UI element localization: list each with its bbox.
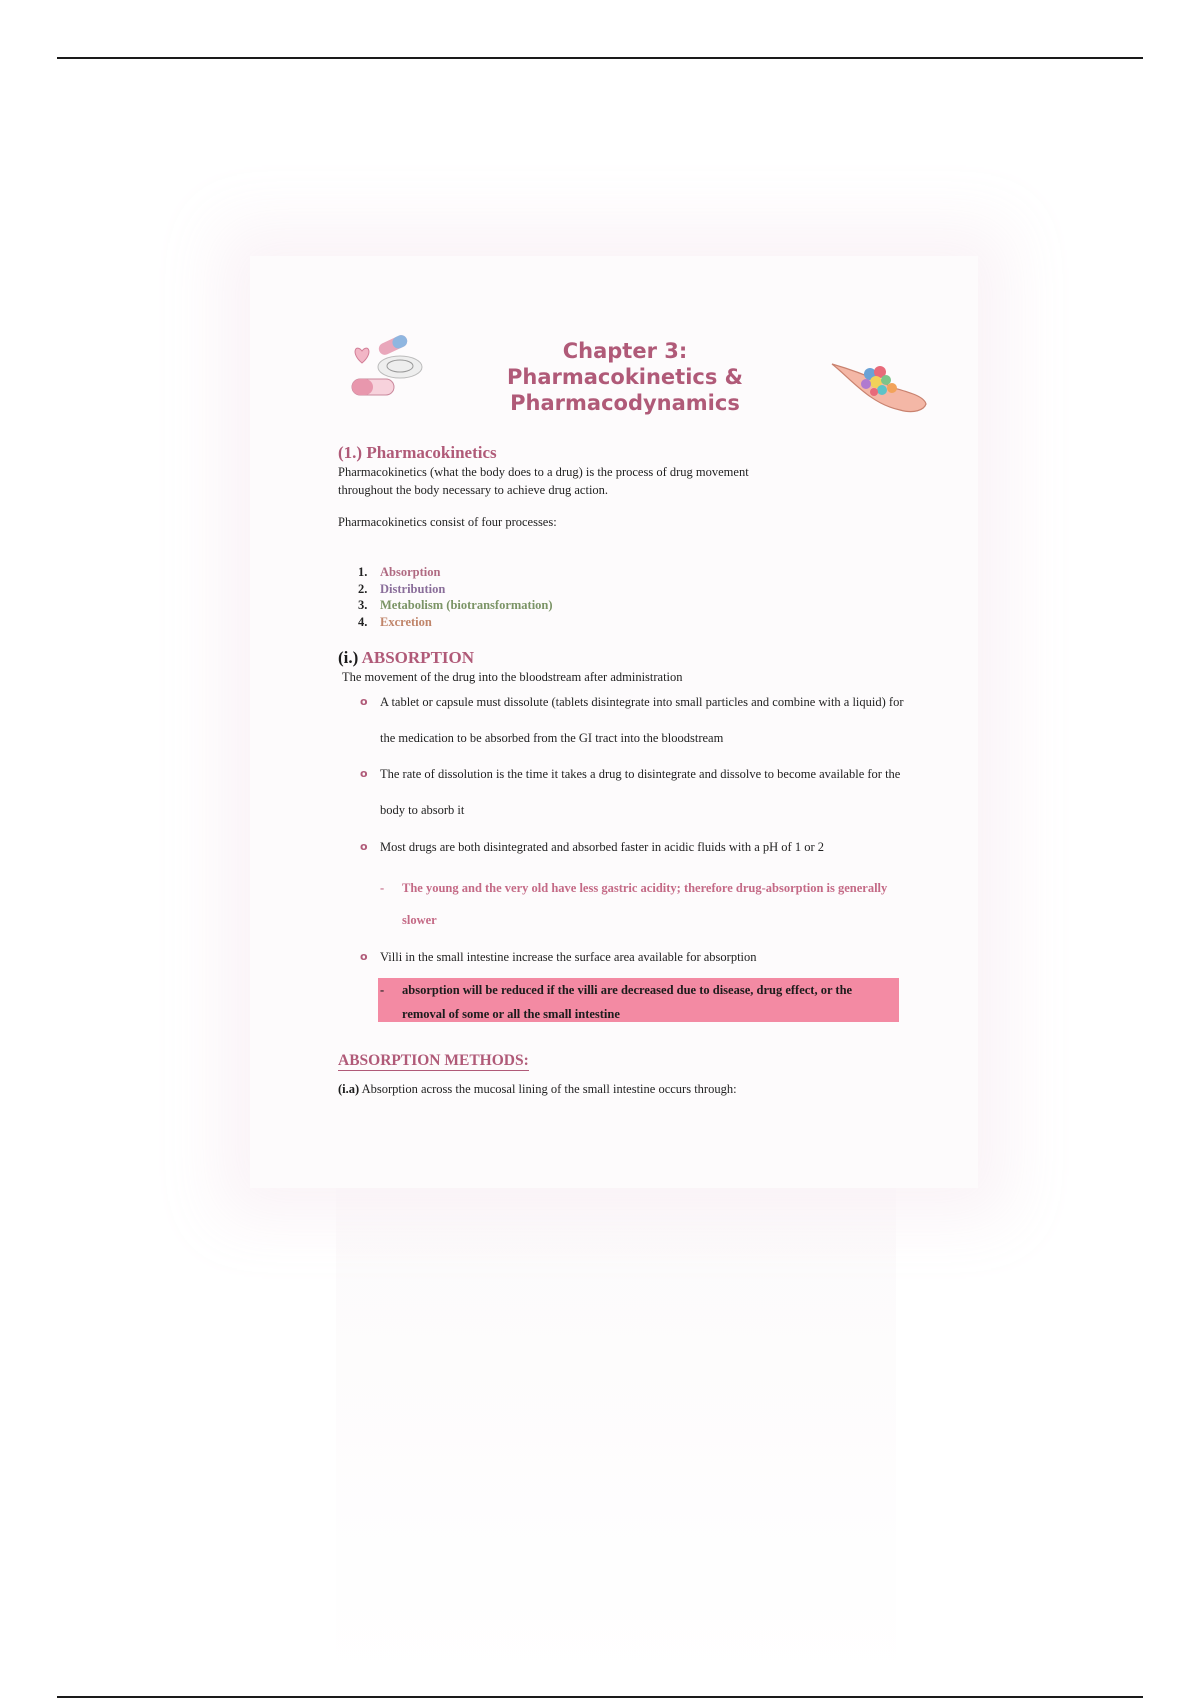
absorption-heading: [338, 648, 474, 668]
list-item: 2. Distribution: [358, 581, 446, 596]
title-line-1: Chapter 3:: [562, 339, 688, 363]
note-pink: [380, 872, 892, 936]
bullet-text: Most drugs are both disintegrated and absorbed faster in acidic fluids with a pH of 1 or 2: [380, 840, 824, 854]
absorption-title: ABSORPTION: [361, 648, 475, 667]
list-item: [360, 756, 920, 828]
capsule-icon: [377, 333, 409, 357]
chapter-title: [470, 338, 780, 416]
process-label: Distribution: [380, 581, 446, 596]
dash-icon: -: [380, 983, 385, 997]
bullet-icon: o: [360, 695, 368, 708]
absorption-methods-heading: ABSORPTION METHODS:: [338, 1052, 529, 1069]
heart-pill-icon: [355, 348, 369, 363]
bullet-text: The rate of dissolution is the time it takes a drug to disintegrate and dissolve to become available for the body to absorb it: [380, 767, 901, 817]
top-rule: [57, 57, 1143, 59]
page-lower-fade: [336, 1188, 896, 1688]
bullet-text: A tablet or capsule must dissolute (tablets disintegrate into small particles and combine with a liquid) for the medication to be absorbed from the GI tract into the bloodstream: [380, 695, 904, 745]
bottom-rule: [57, 1696, 1143, 1698]
note-text: The young and the very old have less gastric acidity; therefore drug-absorption is generally slower: [402, 881, 888, 927]
bullet-icon: o: [360, 950, 368, 963]
list-item: 1. Absorption: [358, 565, 441, 579]
ia-label: (i.a): [338, 1082, 360, 1096]
note-text: absorption will be reduced if the villi are decreased due to disease, drug effect, or the removal of some or all the small intestine: [402, 983, 853, 1021]
processes-list: [358, 564, 553, 630]
process-label: Metabolism (biotransformation): [380, 598, 553, 612]
bullet-text: Villi in the small intestine increase the surface area available for absorption: [380, 950, 757, 964]
dash-icon: -: [380, 881, 385, 895]
round-tablet-icon: [378, 356, 422, 378]
title-line-3: Pharmacodynamics: [510, 391, 740, 415]
ia-text: Absorption across the mucosal lining of the small intestine occurs through:: [361, 1082, 737, 1096]
hand-with-pills-clipart: [830, 358, 928, 428]
processes-intro: Pharmacokinetics consist of four processes:: [338, 515, 557, 529]
section-heading-pharmacokinetics: (1.) Pharmacokinetics: [338, 443, 497, 462]
list-item: 3. Metabolism (biotransformation): [358, 598, 553, 612]
process-label: Excretion: [380, 614, 432, 629]
pills-clipart: [350, 333, 434, 407]
intro-paragraph: Pharmacokinetics (what the body does to a drug) is the process of drug movement throughout the body necessary to achieve drug action.: [338, 465, 749, 497]
absorption-method-ia: [338, 1080, 737, 1098]
list-item: 4. Excretion: [358, 614, 432, 629]
absorption-definition: The movement of the drug into the bloodstream after administration: [342, 670, 683, 684]
list-item: [360, 939, 920, 975]
note-highlighted: [380, 978, 892, 1026]
bullet-icon: o: [360, 840, 368, 853]
bullet-icon: o: [360, 767, 368, 780]
title-line-2: Pharmacokinetics &: [507, 365, 743, 389]
process-label: Absorption: [380, 565, 441, 579]
oblong-pill-icon: [352, 379, 394, 395]
list-item: [360, 684, 920, 756]
list-item: [360, 829, 920, 865]
absorption-number: (i.): [338, 648, 359, 667]
